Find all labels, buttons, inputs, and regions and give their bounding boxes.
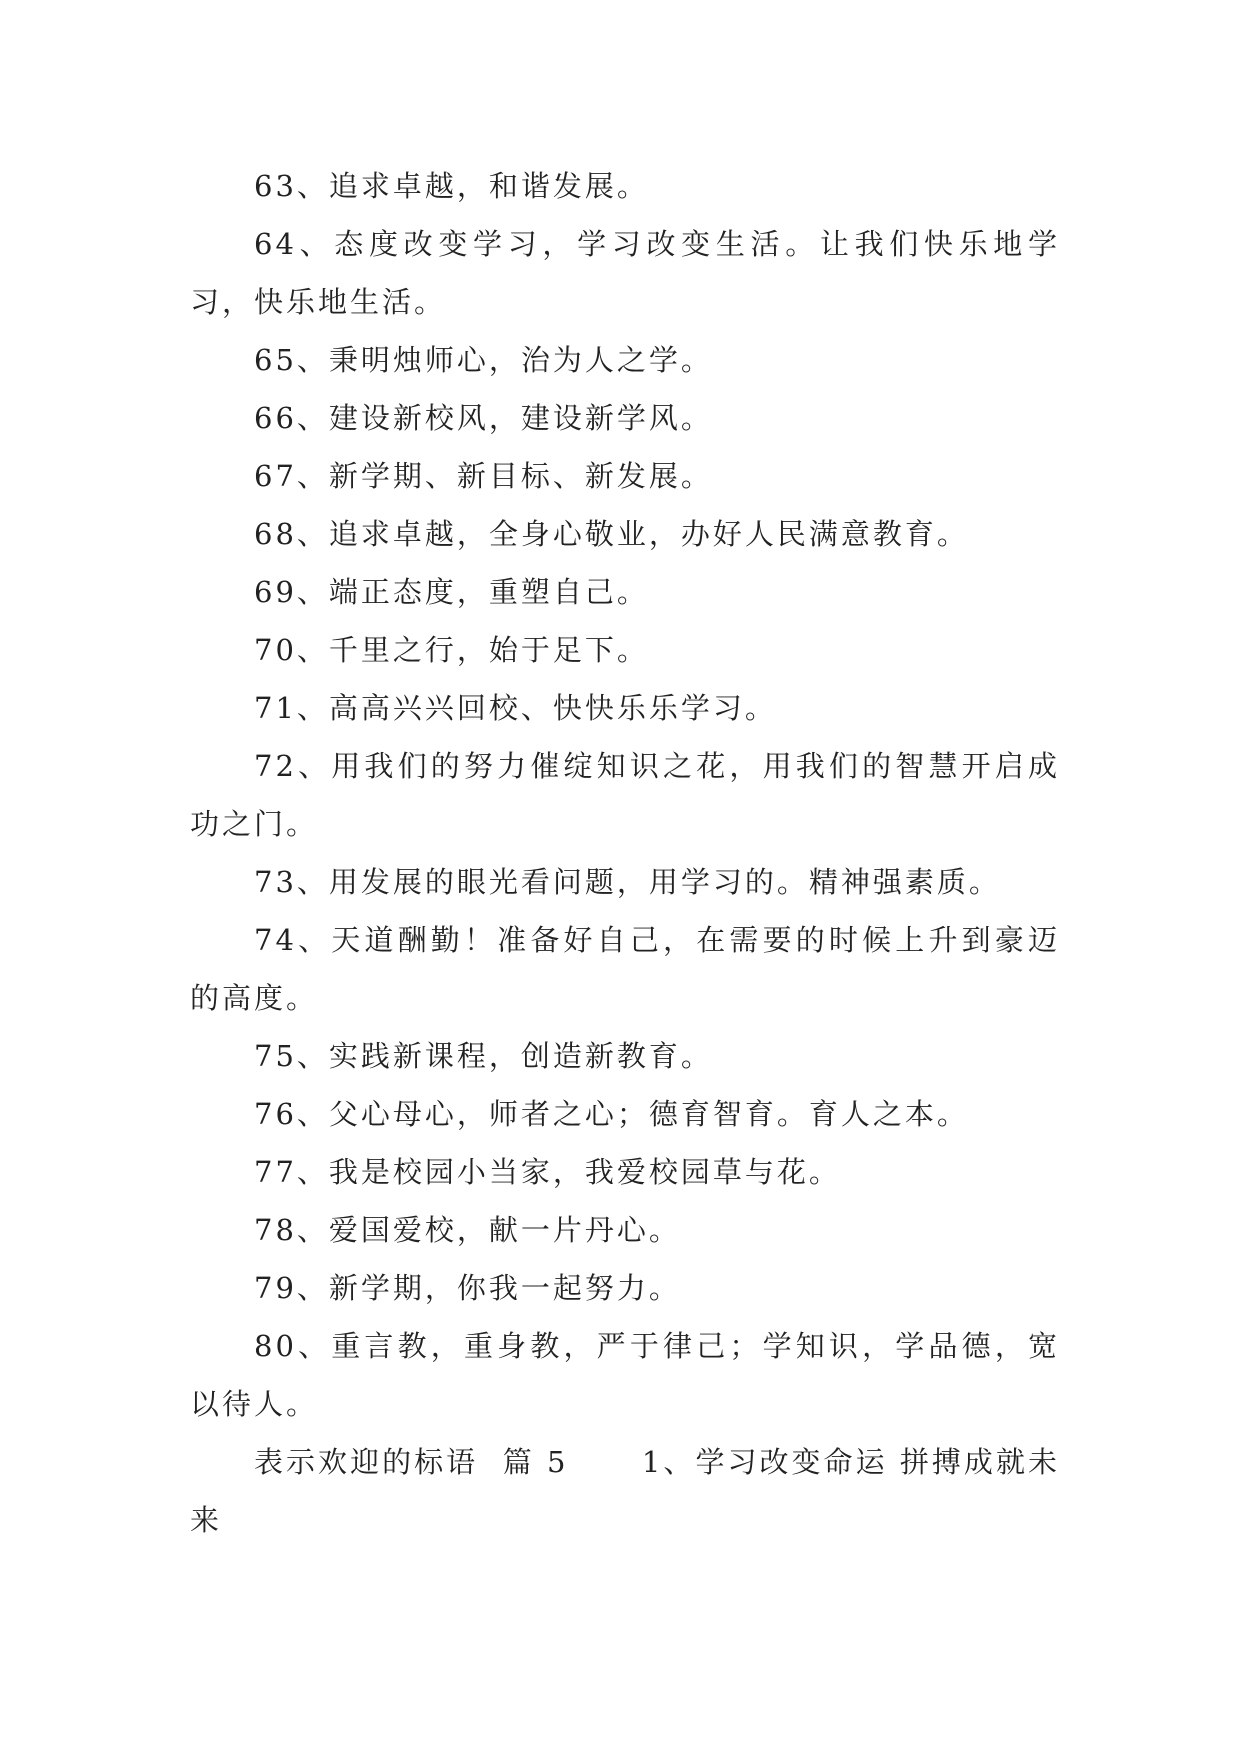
paragraph-77: 77、我是校园小当家，我爱校园草与花。 (254, 1155, 841, 1189)
paragraph-68: 68、追求卓越，全身心敬业，办好人民满意教育。 (254, 517, 969, 551)
paragraph-75: 75、实践新课程，创造新教育。 (254, 1039, 713, 1073)
paragraph-73: 73、用发展的眼光看问题，用学习的。精神强素质。 (254, 865, 1001, 899)
document-body (190, 157, 1060, 1549)
paragraph-64: 64、态度改变学习，学习改变生活。让我们快乐地学习，快乐地生活。 (190, 227, 1060, 319)
paragraph-63: 63、追求卓越，和谐发展。 (254, 169, 649, 203)
paragraph-80: 80、重言教，重身教，严于律己；学知识，学品德，宽以待人。 (190, 1329, 1060, 1421)
paragraph-69: 69、端正态度，重塑自己。 (254, 575, 649, 609)
paragraph-78: 78、爱国爱校，献一片丹心。 (254, 1213, 681, 1247)
section-heading-paragraph: 表示欢迎的标语 篇 5 1、学习改变命运 拼搏成就未来 (190, 1445, 1060, 1537)
paragraph-76: 76、父心母心，师者之心；德育智育。育人之本。 (254, 1097, 969, 1131)
paragraph-72: 72、用我们的努力催绽知识之花，用我们的智慧开启成功之门。 (190, 749, 1060, 841)
paragraph-65: 65、秉明烛师心，治为人之学。 (254, 343, 713, 377)
paragraph-66: 66、建设新校风，建设新学风。 (254, 401, 713, 435)
paragraph-67: 67、新学期、新目标、新发展。 (254, 459, 713, 493)
paragraph-71: 71、高高兴兴回校、快快乐乐学习。 (254, 691, 777, 725)
paragraph-70: 70、千里之行，始于足下。 (254, 633, 649, 667)
paragraph-74: 74、天道酬勤！准备好自己，在需要的时候上升到豪迈的高度。 (190, 923, 1060, 1015)
paragraph-79: 79、新学期，你我一起努力。 (254, 1271, 681, 1305)
